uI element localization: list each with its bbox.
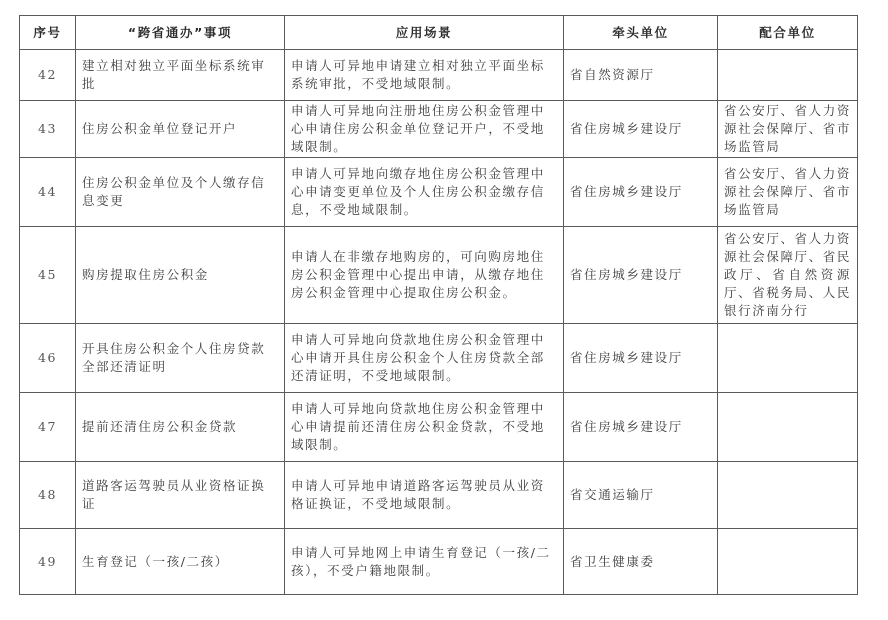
application-scene: 申请人可异地向贷款地住房公积金管理中心申请提前还清住房公积金贷款，不受地域限制。 — [285, 393, 564, 462]
cooperating-unit: 省公安厅、省人力资源社会保障厅、省市场监管局 — [718, 158, 858, 227]
service-item: 道路客运驾驶员从业资格证换证 — [76, 462, 285, 529]
service-item: 建立相对独立平面坐标系统审批 — [76, 50, 285, 101]
application-scene: 申请人可异地向缴存地住房公积金管理中心申请变更单位及个人住房公积金缴存信息，不受地域限制。 — [285, 158, 564, 227]
cooperating-unit — [718, 529, 858, 595]
serial-number: 44 — [20, 158, 76, 227]
lead-unit: 省住房城乡建设厅 — [564, 101, 718, 158]
table-row — [20, 462, 858, 529]
serial-number: 49 — [20, 529, 76, 595]
application-scene: 申请人可异地向注册地住房公积金管理中心申请住房公积金单位登记开户，不受地域限制。 — [285, 101, 564, 158]
serial-number: 48 — [20, 462, 76, 529]
application-scene: 申请人可异地申请建立相对独立平面坐标系统审批，不受地域限制。 — [285, 50, 564, 101]
lead-unit: 省住房城乡建设厅 — [564, 324, 718, 393]
cooperating-unit — [718, 50, 858, 101]
table-row — [20, 393, 858, 462]
header-application-scene: 应用场景 — [285, 16, 564, 50]
table-row — [20, 101, 858, 158]
header-cooperating-unit: 配合单位 — [718, 16, 858, 50]
header-serial-number: 序号 — [20, 16, 76, 50]
service-item: 生育登记（一孩/二孩） — [76, 529, 285, 595]
table-row — [20, 324, 858, 393]
table-row — [20, 158, 858, 227]
application-scene: 申请人在非缴存地购房的，可向购房地住房公积金管理中心提出申请，从缴存地住房公积金管理中心提取住房公积金。 — [285, 227, 564, 324]
application-scene: 申请人可异地网上申请生育登记（一孩/二孩），不受户籍地限制。 — [285, 529, 564, 595]
service-item: 住房公积金单位及个人缴存信息变更 — [76, 158, 285, 227]
serial-number: 46 — [20, 324, 76, 393]
cross-province-services-table — [19, 15, 858, 595]
service-item: 住房公积金单位登记开户 — [76, 101, 285, 158]
lead-unit: 省卫生健康委 — [564, 529, 718, 595]
header-service-item: “跨省通办”事项 — [76, 16, 285, 50]
lead-unit: 省住房城乡建设厅 — [564, 393, 718, 462]
serial-number: 42 — [20, 50, 76, 101]
serial-number: 45 — [20, 227, 76, 324]
application-scene: 申请人可异地申请道路客运驾驶员从业资格证换证，不受地域限制。 — [285, 462, 564, 529]
serial-number: 47 — [20, 393, 76, 462]
table-row — [20, 529, 858, 595]
service-item: 购房提取住房公积金 — [76, 227, 285, 324]
header-lead-unit: 牵头单位 — [564, 16, 718, 50]
cooperating-unit — [718, 324, 858, 393]
table-row — [20, 50, 858, 101]
lead-unit: 省住房城乡建设厅 — [564, 227, 718, 324]
lead-unit: 省自然资源厅 — [564, 50, 718, 101]
cooperating-unit — [718, 462, 858, 529]
service-item: 开具住房公积金个人住房贷款全部还清证明 — [76, 324, 285, 393]
serial-number: 43 — [20, 101, 76, 158]
table-row — [20, 227, 858, 324]
cooperating-unit: 省公安厅、省人力资源社会保障厅、省民政厅、省自然资源厅、省税务局、人民银行济南分行 — [718, 227, 858, 324]
lead-unit: 省交通运输厅 — [564, 462, 718, 529]
application-scene: 申请人可异地向贷款地住房公积金管理中心申请开具住房公积金个人住房贷款全部还清证明，不受地域限制。 — [285, 324, 564, 393]
lead-unit: 省住房城乡建设厅 — [564, 158, 718, 227]
cooperating-unit — [718, 393, 858, 462]
cooperating-unit: 省公安厅、省人力资源社会保障厅、省市场监管局 — [718, 101, 858, 158]
service-item: 提前还清住房公积金贷款 — [76, 393, 285, 462]
table-header-row — [20, 16, 858, 50]
